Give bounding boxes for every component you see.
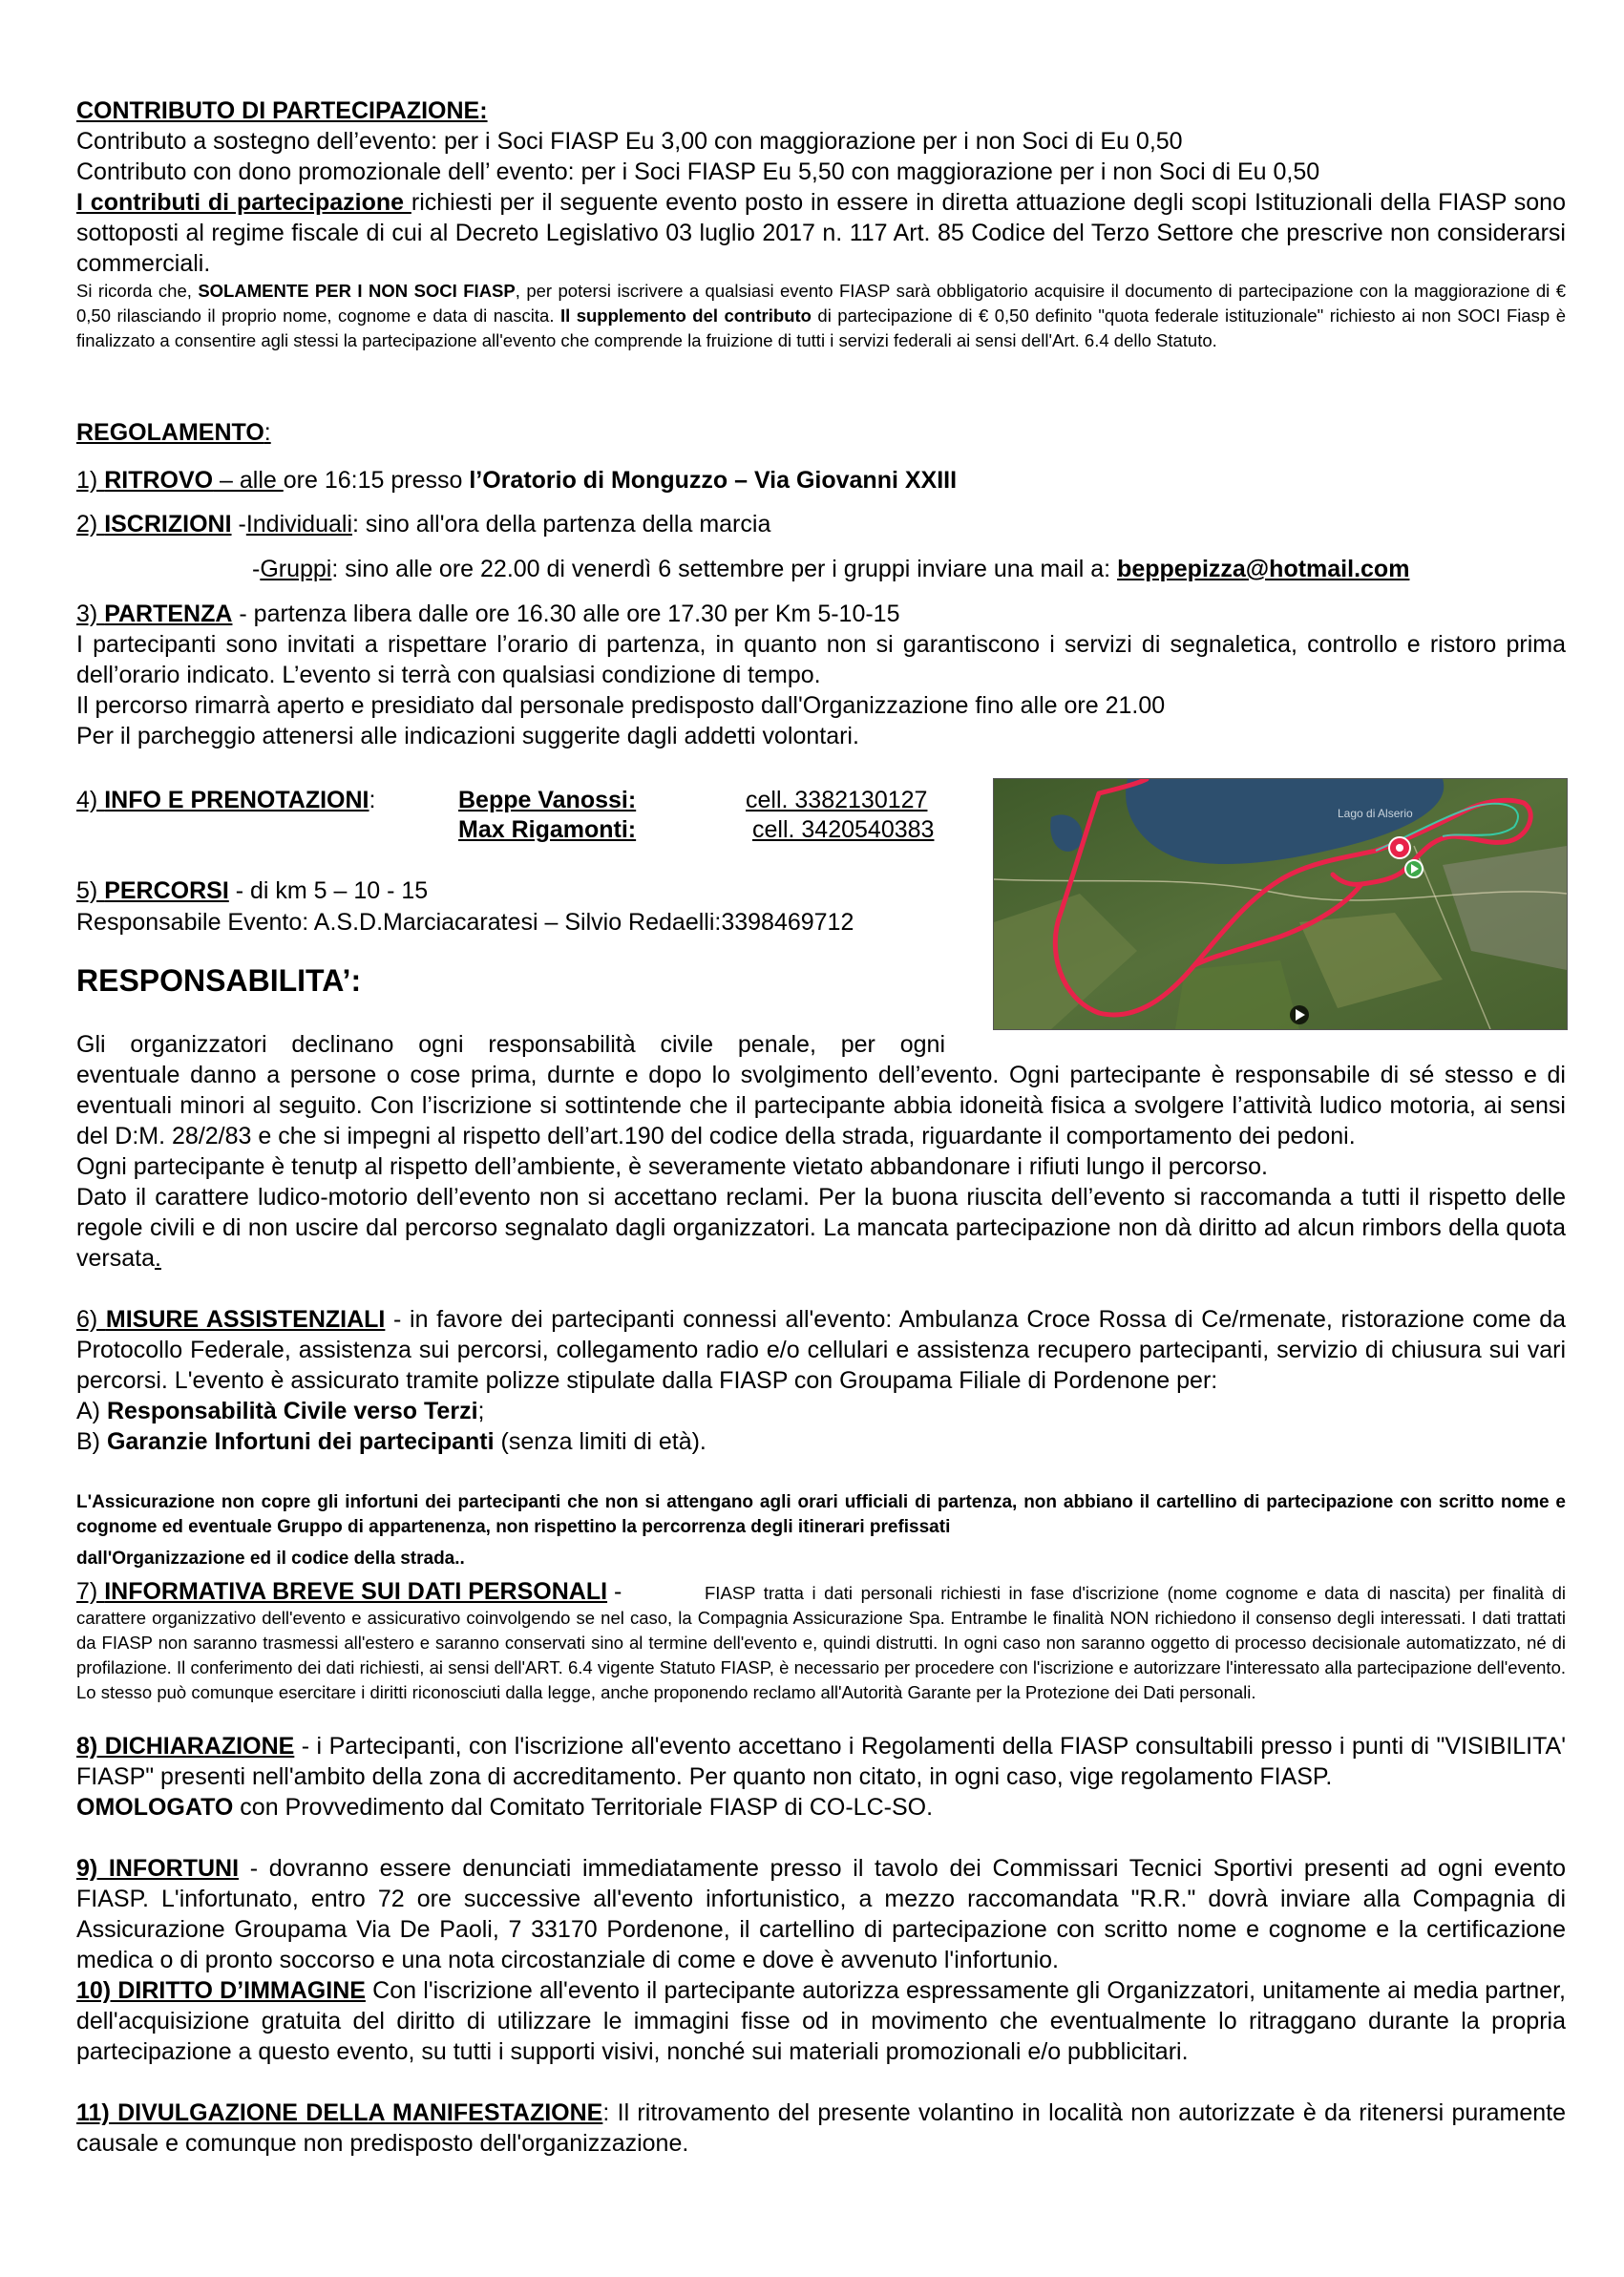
responsabile-evento: Responsabile Evento: A.S.D.Marciacaratesi – Silvio Redaelli:3398469712 xyxy=(76,909,854,936)
contributo-line1: Contributo a sostegno dell’evento: per i Soci FIASP Eu 3,00 con maggiorazione per i non Soci di Eu 0,50 xyxy=(76,128,1183,155)
partenza-p3: Per il parcheggio attenersi alle indicazioni suggerite dagli addetti volontari. xyxy=(76,723,859,749)
partenza-p2: Il percorso rimarrà aperto e presidiato dal personale predisposto dall'Organizzazione fino alle ore 21.00 xyxy=(76,692,1166,719)
regolamento-heading: REGOLAMENTO: xyxy=(76,419,271,446)
misure-section: 6) MISURE ASSISTENZIALI - in favore dei partecipanti connessi all'evento: Ambulanza Croce Rossa di Ce/rmenate, ristorazione come da Protocollo Federale, assistenza sui percorsi, collegamento radio e/o cellulari e assistenza recupero partecipanti, servizio di chiusura sui vari percorsi. L'evento è assicurato tramite polizze stipulate dalla FIASP con Groupama Filiale di Pordenone per: A) Responsabilità Civile verso Terzi; B) Garanzie Infortuni dei partecipanti (senza limiti di età). xyxy=(76,1306,1566,1455)
contributo-line2: Contributo con dono promozionale dell’ evento: per i Soci FIASP Eu 5,50 con maggiorazione per i non Soci di Eu 0,50 xyxy=(76,158,1320,185)
ritrovo-line: 1) RITROVO – alle ore 16:15 presso l’Oratorio di Monguzzo – Via Giovanni XXIII xyxy=(76,467,958,494)
contact2-phone[interactable]: cell. 3420540383 xyxy=(752,816,935,843)
immagine-section: 10) DIRITTO D’IMMAGINE Con l'iscrizione all'evento il partecipante autorizza espressamente gli Organizzatori, unitamente ai media partner, dell'acquisizione gratuita del diritto di utilizzare le immagini fisse od in movimento che eventualmente lo ritraggano durante la propria partecipazione a questo evento, su tutti i supporti visivi, nonché sui materiali promozionali e/o pubblicitari. xyxy=(76,1977,1566,2065)
partenza-section: 3) PARTENZA - partenza libera dalle ore 16.30 alle ore 17.30 per Km 5-10-15 I partecipanti sono invitati a rispettare l’orario di partenza, in quanto non si garantiscono i servizi di segnaletica, controllo e ristoro prima dell’orario indicato. L’evento si terrà con qualsiasi condizione di tempo. Il percorso rimarrà aperto e presidiato dal personale predisposto dall'Organizzazione fino alle ore 21.00 Per il parcheggio attenersi alle indicazioni suggerite dagli addetti volontari. xyxy=(76,601,1566,749)
contributo-note: Si ricorda che, SOLAMENTE PER I NON SOCI FIASP, per potersi iscrivere a qualsiasi evento FIASP sarà obbligatorio acquisire il documento di partecipazione con la maggiorazione di € 0,50 rilasciando il proprio nome, cognome e data di nascita. Il supplemento del contributo di partecipazione di € 0,50 definito "quota federale istituzionale" richiesto ai non SOCI Fiasp è finalizzato a consentire agli stessi la partecipazione all'evento che comprende la fruizione di tutti i servizi federali ai sensi dell'Art. 6.4 dello Statuto. xyxy=(76,281,1566,350)
misure-b: B) Garanzie Infortuni dei partecipanti (senza limiti di età). xyxy=(76,1428,707,1455)
responsabilita-section xyxy=(76,1060,1566,1274)
info-label: 4) INFO E PRENOTAZIONI: xyxy=(76,787,376,813)
contributo-heading: CONTRIBUTO DI PARTECIPAZIONE: xyxy=(76,97,488,124)
informativa-text: FIASP tratta i dati personali richiesti in fase d'iscrizione (nome cognome e data di nascita) per finalità di carattere organizzativo dell'evento e assicurativo coinvolgendo se nel caso, la Compagnia Assicurazione Spa. Entrambe le finalità NON richiedono il consenso degli interessati. I dati trattati da FIASP non saranno trasmessi all'estero e saranno conservati sino al termine dell'evento e, quindi distrutti. In ogni caso non saranno oggetto di processo decisionale automatizzato, né di profilazione. Il conferimento dei dati richiesti, ai sensi dell'ART. 6.4 vigente Statuto FIASP, è necessario per procedere con l'iscrizione e autorizzare l'interessato alla partecipazione dell'evento. Lo stesso può comunque esercitare i diritti riconosciuti dalla legge, anche proponendo reclamo all'Autorità Garante per la Protezione dei Dati personali. xyxy=(76,1583,1566,1702)
start-marker-icon xyxy=(1389,837,1410,858)
contact1-name: Beppe Vanossi: xyxy=(458,787,637,813)
informativa-heading: 7) INFORMATIVA BREVE SUI DATI PERSONALI - xyxy=(76,1578,622,1605)
lake-label: Lago di Alserio xyxy=(1338,807,1413,820)
responsabilita-p1: eventuale danno a persone o cose prima, durnte e dopo lo svolgimento dell’evento. Ogni partecipante è responsabile di sé stesso e di eventuali minori al seguito. Con l’iscrizione si sottintende che il partecipante abbia idoneità fisica a svolgere l’attività ludico motoria, ai sensi del D:M. 28/2/83 e che si impegni al rispetto dell’art.190 del codice della strada, riguardante il comportamento dei pedoni. xyxy=(76,1062,1566,1149)
route-map-image xyxy=(994,779,1567,1029)
contributo-section xyxy=(76,95,1566,279)
infortuni-section: 9) INFORTUNI - dovranno essere denunciati immediatamente presso il tavolo dei Commissari Tecnici Sportivi presenti ad ogni evento FIASP. L'infortunato, entro 72 ore successive all'evento infortunistico, a mezzo raccomandata "R.R." dovrà inviare alla Compagnia di Assicurazione Groupama Via De Paoli, 7 33170 Pordenone, il cartellino di partecipazione con scritto nome e cognome e la certificazione medica o di pronto soccorso e una nota circostanziale di come e dove è avvenuto l'infortunio. xyxy=(76,1855,1566,1973)
responsabilita-heading: RESPONSABILITA’: xyxy=(76,963,362,998)
divulgazione-section: 11) DIVULGAZIONE DELLA MANIFESTAZIONE: Il ritrovamento del presente volantino in località non autorizzate è da ritenersi puramente causale e comunque non predisposto dell'organizzazione. xyxy=(76,2099,1566,2157)
assicurazione-warning: L'Assicurazione non copre gli infortuni dei partecipanti che non si attengano agli orari ufficiali di partenza, non abbiano il cartellino di partecipazione con scritto nome e cognome ed eventuale Gruppo di appartenenza, non rispettino la percorrenza degli itinerari prefissati xyxy=(76,1492,1566,1537)
partenza-p1: I partecipanti sono invitati a rispettare l’orario di partenza, in quanto non si garantiscono i servizi di segnaletica, controllo e ristoro prima dell’orario indicato. L’evento si terrà con qualsiasi condizione di tempo. xyxy=(76,631,1566,688)
gruppi-line: -Gruppi: sino alle ore 22.00 di venerdì 6 settembre per i gruppi inviare una mail a: beppepizza@hotmail.com xyxy=(252,556,1410,582)
finish-marker-icon xyxy=(1405,860,1423,877)
percorsi-line: 5) PERCORSI - di km 5 – 10 - 15 xyxy=(76,877,429,904)
contributo-fiscal: I contributi di partecipazione richiesti per il seguente evento posto in essere in diretta attuazione degli scopi Istituzionali della FIASP sono sottoposti al regime fiscale di cui al Decreto Legislativo 03 luglio 2017 n. 117 Art. 85 Codice del Terzo Settore che prescrive non considerarsi commerciali. xyxy=(76,189,1566,277)
email-link[interactable]: beppepizza@hotmail.com xyxy=(1117,556,1410,582)
omologato-line: OMOLOGATO con Provvedimento dal Comitato Territoriale FIASP di CO-LC-SO. xyxy=(76,1794,934,1821)
iscrizioni-line: 2) ISCRIZIONI -Individuali: sino all'ora della partenza della marcia xyxy=(76,511,771,538)
misure-a: A) Responsabilità Civile verso Terzi; xyxy=(76,1398,485,1424)
contact2-name: Max Rigamonti: xyxy=(458,816,637,843)
responsabilita-p2: Ogni partecipante è tenutp al rispetto dell’ambiente, è severamente vietato abbandonare i rifiuti lungo il percorso. xyxy=(76,1153,1268,1180)
assicurazione-warning-end: dall'Organizzazione ed il codice della strada.. xyxy=(76,1549,465,1569)
responsabilita-first-line: Gli organizzatori declinano ogni responsabilità civile penale, per ogni xyxy=(76,1031,945,1058)
dichiarazione-section: 8) DICHIARAZIONE - i Partecipanti, con l'iscrizione all'evento accettano i Regolamenti della FIASP consultabili presso i punti di "VISIBILITA' FIASP" presenti nell'ambito della zona di accreditamento. Per quanto non citato, in ogni caso, vige regolamento FIASP. OMOLOGATO con Provvedimento dal Comitato Territoriale FIASP di CO-LC-SO. xyxy=(76,1733,1566,1821)
play-button-icon[interactable] xyxy=(1290,1005,1309,1024)
route-map[interactable] xyxy=(993,778,1568,1030)
contact1-phone[interactable]: cell. 3382130127 xyxy=(746,787,928,813)
responsabilita-p3: Dato il carattere ludico-motorio dell’evento non si accettano reclami. Per la buona riuscita dell’evento si raccomanda a tutti il rispetto delle regole civili e di non uscire dal percorso segnalato dagli organizzatori. La mancata partecipazione non dà diritto ad alcun rimbors della quota versata. xyxy=(76,1184,1566,1272)
